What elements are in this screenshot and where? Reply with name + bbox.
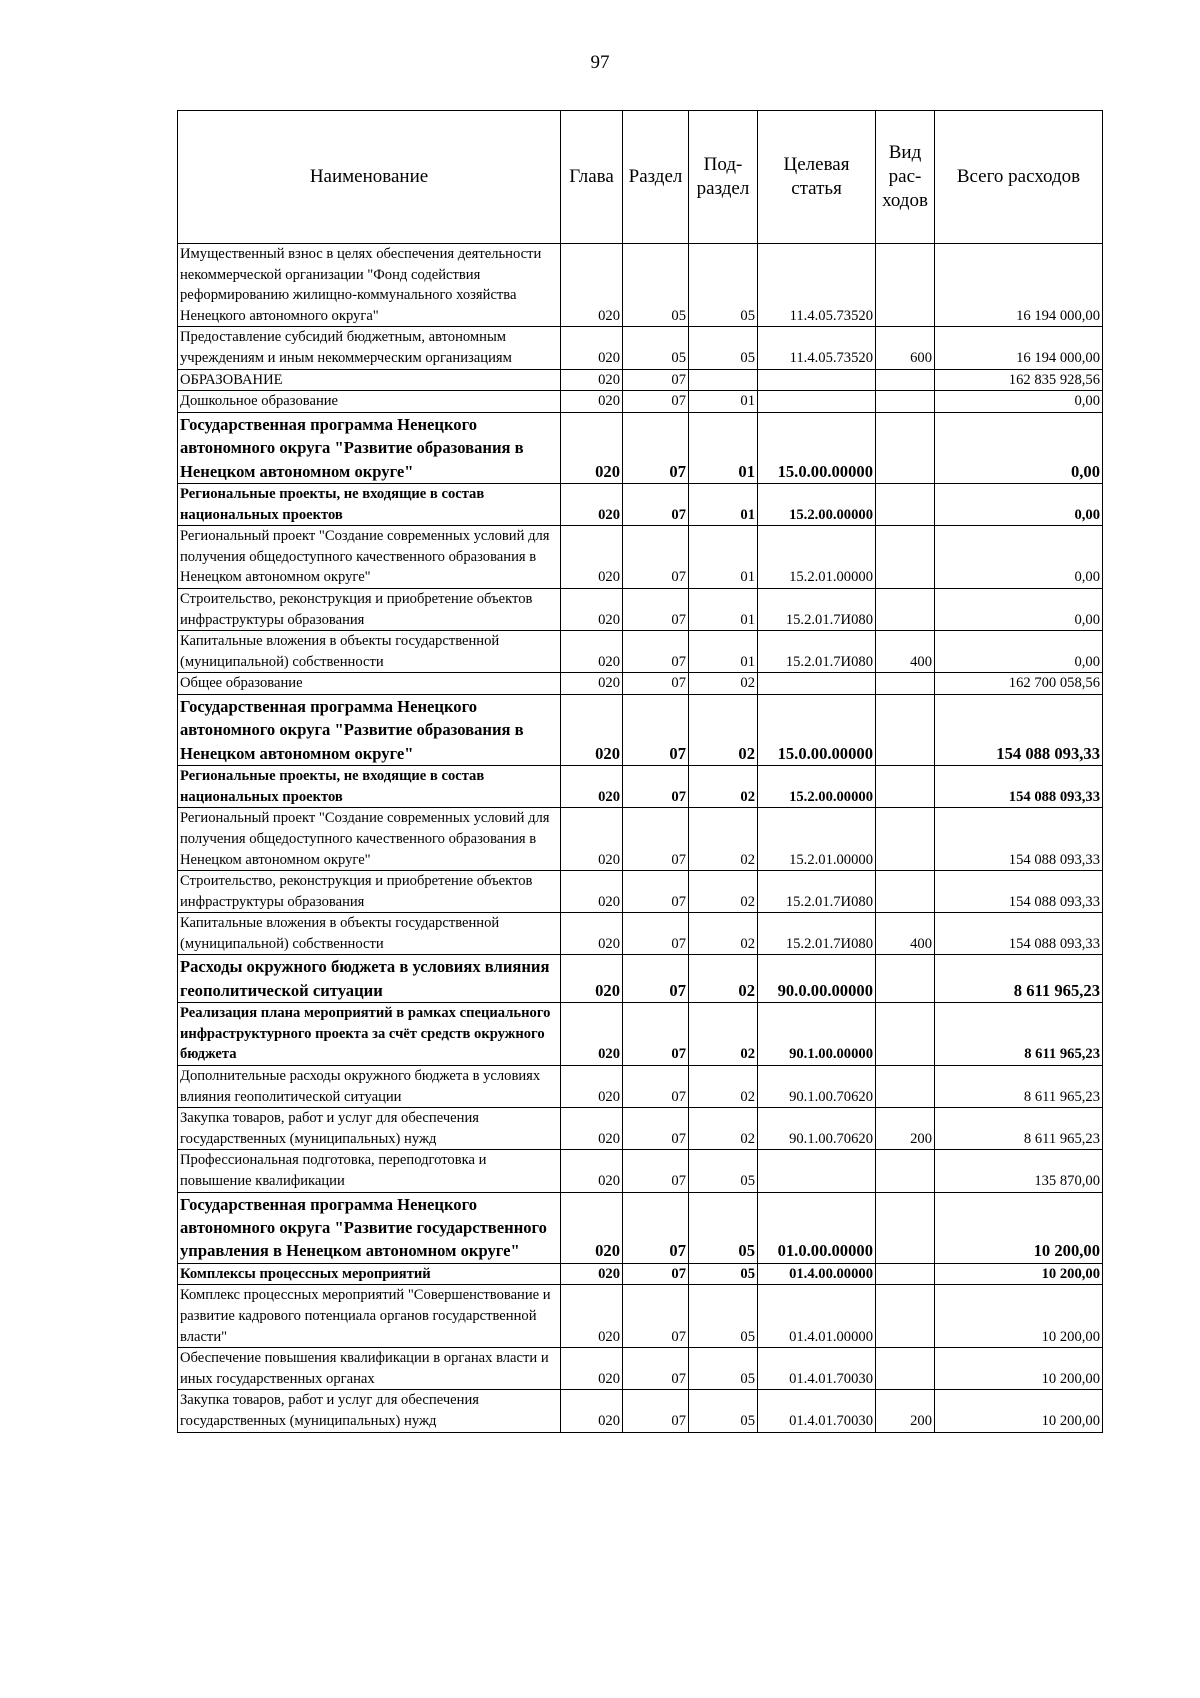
table-row [178,1150,1103,1192]
row-glava: 020 [561,369,623,391]
row-total: 162 835 928,56 [935,369,1103,391]
row-total: 154 088 093,33 [935,766,1103,808]
row-statya: 01.4.00.00000 [758,1263,876,1285]
row-total: 0,00 [935,483,1103,525]
row-podrazdel: 05 [689,1192,758,1263]
row-name: Закупка товаров, работ и услуг для обеспечения государственных (муниципальных) нужд [178,1390,561,1432]
row-total: 154 088 093,33 [935,694,1103,765]
table-row [178,808,1103,871]
row-podrazdel: 01 [689,483,758,525]
row-podrazdel: 02 [689,766,758,808]
row-total: 0,00 [935,526,1103,589]
row-vid: 600 [876,327,935,369]
table-row [178,673,1103,695]
row-razdel: 07 [623,673,689,695]
row-total: 154 088 093,33 [935,871,1103,913]
row-name: Дошкольное образование [178,391,561,413]
row-glava: 020 [561,1390,623,1432]
row-total: 8 611 965,23 [935,1003,1103,1066]
row-vid [876,766,935,808]
row-podrazdel: 02 [689,955,758,1003]
row-glava: 020 [561,1108,623,1150]
row-glava: 020 [561,1066,623,1108]
row-statya: 15.2.01.7И080 [758,913,876,955]
row-vid [876,483,935,525]
table-row [178,1263,1103,1285]
row-name: Реализация плана мероприятий в рамках специального инфраструктурного проекта за счёт средств окружного бюджета [178,1003,561,1066]
row-podrazdel: 01 [689,631,758,673]
row-total: 0,00 [935,391,1103,413]
row-razdel: 07 [623,412,689,483]
row-razdel: 07 [623,526,689,589]
row-glava: 020 [561,327,623,369]
row-vid [876,412,935,483]
row-statya: 01.4.01.70030 [758,1390,876,1432]
table-row [178,1108,1103,1150]
row-podrazdel: 02 [689,694,758,765]
row-podrazdel: 01 [689,526,758,589]
table-row [178,1348,1103,1390]
row-podrazdel: 01 [689,588,758,630]
row-total: 16 194 000,00 [935,327,1103,369]
row-name: Государственная программа Ненецкого автономного округа "Развитие государственного управления в Ненецком автономном округе" [178,1192,561,1263]
row-total: 154 088 093,33 [935,808,1103,871]
row-podrazdel: 02 [689,913,758,955]
row-podrazdel: 05 [689,327,758,369]
row-total: 154 088 093,33 [935,913,1103,955]
row-vid [876,526,935,589]
row-name: Региональные проекты, не входящие в состав национальных проектов [178,483,561,525]
budget-table [177,110,1103,1433]
row-podrazdel: 05 [689,244,758,327]
row-razdel: 07 [623,1003,689,1066]
row-statya: 90.1.00.70620 [758,1066,876,1108]
row-vid [876,955,935,1003]
row-name: Строительство, реконструкция и приобретение объектов инфраструктуры образования [178,588,561,630]
row-statya [758,369,876,391]
row-podrazdel: 02 [689,1066,758,1108]
row-glava: 020 [561,955,623,1003]
row-razdel: 07 [623,1348,689,1390]
row-glava: 020 [561,631,623,673]
table-row [178,1066,1103,1108]
table-row [178,391,1103,413]
row-vid: 200 [876,1390,935,1432]
table-row [178,694,1103,765]
row-statya: 15.2.01.00000 [758,526,876,589]
row-name: Расходы окружного бюджета в условиях влияния геополитической ситуации [178,955,561,1003]
row-glava: 020 [561,1003,623,1066]
row-glava: 020 [561,1348,623,1390]
header-razdel: Раздел [623,111,689,244]
row-vid [876,1150,935,1192]
table-row [178,913,1103,955]
row-razdel: 07 [623,694,689,765]
row-podrazdel: 01 [689,391,758,413]
row-podrazdel: 02 [689,673,758,695]
row-razdel: 07 [623,1390,689,1432]
row-vid [876,1003,935,1066]
row-statya: 15.0.00.00000 [758,412,876,483]
row-statya: 11.4.05.73520 [758,327,876,369]
row-statya: 01.0.00.00000 [758,1192,876,1263]
row-total: 16 194 000,00 [935,244,1103,327]
row-name: Государственная программа Ненецкого автономного округа "Развитие образования в Ненецком автономном округе" [178,694,561,765]
header-statya: Целевая статья [758,111,876,244]
row-statya: 15.2.01.7И080 [758,588,876,630]
row-podrazdel [689,369,758,391]
row-name: Капитальные вложения в объекты государственной (муниципальной) собственности [178,631,561,673]
row-razdel: 07 [623,871,689,913]
row-total: 8 611 965,23 [935,1108,1103,1150]
page-number: 97 [590,52,610,73]
row-podrazdel: 02 [689,871,758,913]
row-total: 8 611 965,23 [935,1066,1103,1108]
header-row [178,111,1103,244]
row-razdel: 07 [623,1108,689,1150]
row-glava: 020 [561,588,623,630]
row-vid [876,244,935,327]
row-statya: 15.2.01.7И080 [758,871,876,913]
row-vid: 400 [876,913,935,955]
row-statya [758,673,876,695]
table-row [178,1390,1103,1432]
row-vid [876,694,935,765]
row-statya: 90.0.00.00000 [758,955,876,1003]
row-glava: 020 [561,694,623,765]
header-podrazdel: Под- раздел [689,111,758,244]
row-podrazdel: 05 [689,1390,758,1432]
row-vid [876,369,935,391]
row-total: 135 870,00 [935,1150,1103,1192]
row-name: Дополнительные расходы окружного бюджета в условиях влияния геополитической ситуации [178,1066,561,1108]
row-name: Региональный проект "Создание современных условий для получения общедоступного качественного образования в Ненецком автономном округе" [178,526,561,589]
row-podrazdel: 05 [689,1348,758,1390]
table-row [178,588,1103,630]
table-row [178,1192,1103,1263]
row-podrazdel: 05 [689,1263,758,1285]
row-podrazdel: 02 [689,808,758,871]
row-razdel: 07 [623,1263,689,1285]
row-total: 10 200,00 [935,1285,1103,1348]
row-glava: 020 [561,1192,623,1263]
row-glava: 020 [561,766,623,808]
row-razdel: 05 [623,327,689,369]
row-name: Обеспечение повышения квалификации в органах власти и иных государственных органах [178,1348,561,1390]
row-statya: 11.4.05.73520 [758,244,876,327]
table-row [178,369,1103,391]
row-name: ОБРАЗОВАНИЕ [178,369,561,391]
row-vid [876,588,935,630]
header-vid: Вид рас- ходов [876,111,935,244]
row-vid [876,1348,935,1390]
table-row [178,526,1103,589]
row-statya: 90.1.00.00000 [758,1003,876,1066]
row-glava: 020 [561,244,623,327]
table-row [178,955,1103,1003]
row-glava: 020 [561,673,623,695]
row-total: 8 611 965,23 [935,955,1103,1003]
row-glava: 020 [561,913,623,955]
table-row [178,483,1103,525]
row-total: 162 700 058,56 [935,673,1103,695]
row-name: Профессиональная подготовка, переподготовка и повышение квалификации [178,1150,561,1192]
row-total: 0,00 [935,412,1103,483]
row-glava: 020 [561,871,623,913]
row-vid: 200 [876,1108,935,1150]
row-total: 10 200,00 [935,1390,1103,1432]
table-row [178,244,1103,327]
row-podrazdel: 02 [689,1003,758,1066]
table-body [178,244,1103,1433]
row-glava: 020 [561,1285,623,1348]
row-razdel: 07 [623,483,689,525]
row-razdel: 07 [623,1150,689,1192]
row-statya [758,391,876,413]
row-name: Закупка товаров, работ и услуг для обеспечения государственных (муниципальных) нужд [178,1108,561,1150]
row-total: 10 200,00 [935,1348,1103,1390]
table-row [178,412,1103,483]
row-vid [876,871,935,913]
row-podrazdel: 05 [689,1150,758,1192]
row-razdel: 07 [623,955,689,1003]
row-podrazdel: 01 [689,412,758,483]
row-statya [758,1150,876,1192]
table-row [178,1003,1103,1066]
row-glava: 020 [561,483,623,525]
row-razdel: 07 [623,588,689,630]
row-name: Региональный проект "Создание современных условий для получения общедоступного качественного образования в Ненецком автономном округе" [178,808,561,871]
row-statya: 15.2.00.00000 [758,766,876,808]
row-name: Комплекс процессных мероприятий "Совершенствование и развитие кадрового потенциала органов государственной власти" [178,1285,561,1348]
row-vid [876,1263,935,1285]
row-name: Комплексы процессных мероприятий [178,1263,561,1285]
row-glava: 020 [561,391,623,413]
row-vid [876,1066,935,1108]
row-statya: 15.2.01.00000 [758,808,876,871]
row-glava: 020 [561,808,623,871]
row-name: Региональные проекты, не входящие в состав национальных проектов [178,766,561,808]
row-name: Предоставление субсидий бюджетным, автономным учреждениям и иным некоммерческим организациям [178,327,561,369]
row-total: 10 200,00 [935,1263,1103,1285]
row-glava: 020 [561,1150,623,1192]
row-razdel: 07 [623,1066,689,1108]
row-vid [876,808,935,871]
table-row [178,1285,1103,1348]
row-podrazdel: 02 [689,1108,758,1150]
row-razdel: 07 [623,631,689,673]
row-glava: 020 [561,412,623,483]
row-name: Капитальные вложения в объекты государственной (муниципальной) собственности [178,913,561,955]
row-razdel: 07 [623,808,689,871]
row-vid: 400 [876,631,935,673]
row-glava: 020 [561,1263,623,1285]
row-razdel: 07 [623,369,689,391]
row-razdel: 07 [623,1285,689,1348]
row-vid [876,391,935,413]
row-total: 10 200,00 [935,1192,1103,1263]
header-total: Всего расходов [935,111,1103,244]
row-statya: 90.1.00.70620 [758,1108,876,1150]
row-statya: 15.0.00.00000 [758,694,876,765]
row-statya: 15.2.01.7И080 [758,631,876,673]
row-vid [876,673,935,695]
row-statya: 01.4.01.00000 [758,1285,876,1348]
row-vid [876,1285,935,1348]
row-razdel: 07 [623,913,689,955]
header-glava: Глава [561,111,623,244]
row-razdel: 07 [623,391,689,413]
row-razdel: 07 [623,1192,689,1263]
row-name: Государственная программа Ненецкого автономного округа "Развитие образования в Ненецком автономном округе" [178,412,561,483]
row-name: Имущественный взнос в целях обеспечения деятельности некоммерческой организации "Фонд содействия реформированию жилищно-коммунального хозяйства Ненецкого автономного округа" [178,244,561,327]
row-total: 0,00 [935,631,1103,673]
row-name: Строительство, реконструкция и приобретение объектов инфраструктуры образования [178,871,561,913]
table-row [178,327,1103,369]
row-name: Общее образование [178,673,561,695]
row-statya: 01.4.01.70030 [758,1348,876,1390]
table-row [178,631,1103,673]
row-total: 0,00 [935,588,1103,630]
row-podrazdel: 05 [689,1285,758,1348]
table-row [178,766,1103,808]
row-statya: 15.2.00.00000 [758,483,876,525]
table-row [178,871,1103,913]
row-vid [876,1192,935,1263]
row-glava: 020 [561,526,623,589]
row-razdel: 05 [623,244,689,327]
row-razdel: 07 [623,766,689,808]
header-name: Наименование [178,111,561,244]
